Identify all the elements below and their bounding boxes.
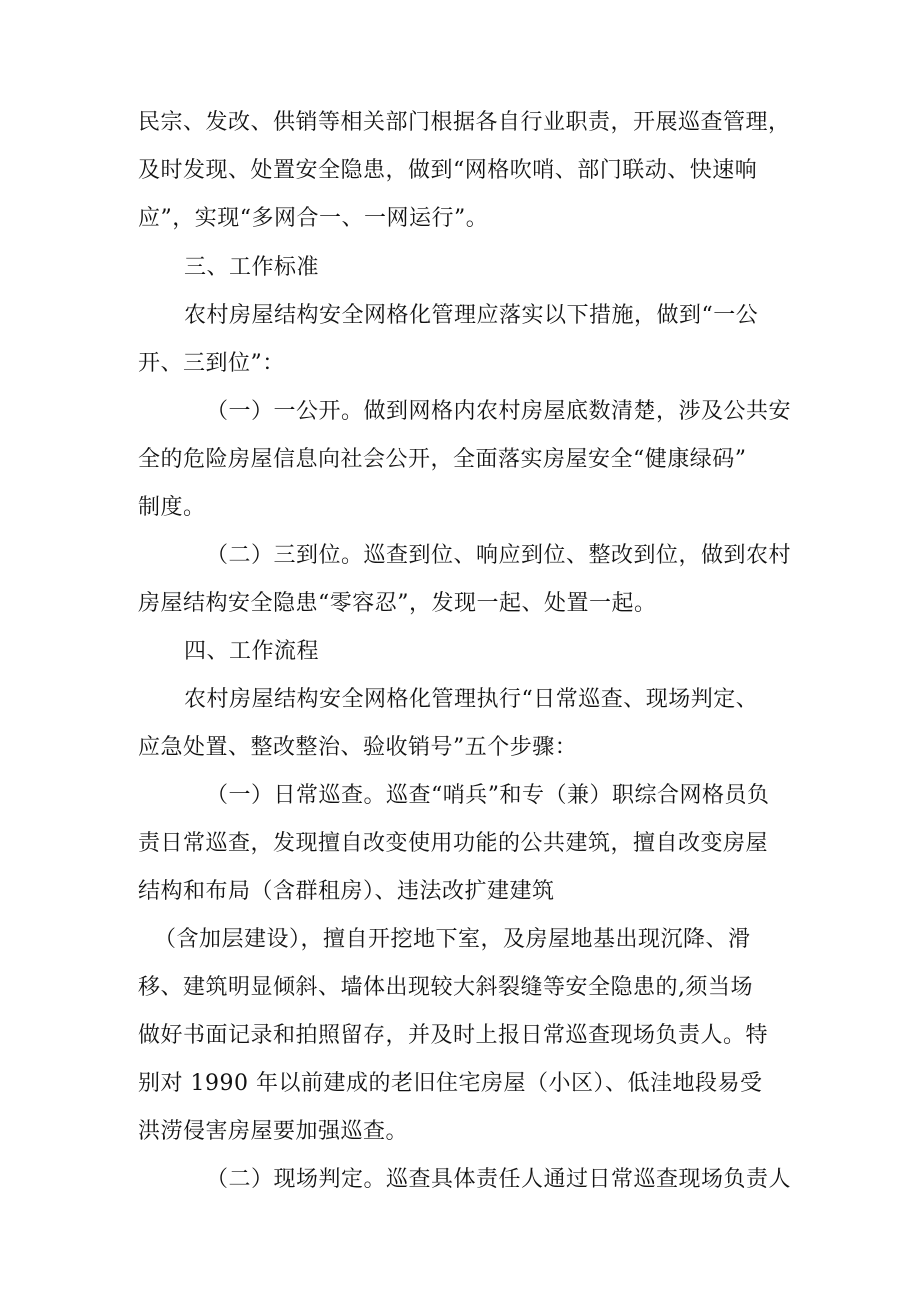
text-line: 洪涝侵害房屋要加强巡查。 bbox=[138, 1119, 409, 1144]
text-line: 及时发现、处置安全隐患，做到“网格吹哨、部门联动、快速响 bbox=[138, 158, 758, 183]
text-line: 移、建筑明显倾斜、墙体出现较大斜裂缝等安全隐患的,须当场 bbox=[138, 975, 753, 1000]
text-line: 农村房屋结构安全网格化管理执行“日常巡查、现场判定、 bbox=[184, 687, 759, 712]
text-line: 全的危险房屋信息向社会公开，全面落实房屋安全“健康绿码” bbox=[138, 447, 747, 472]
text-line: 别对 1990 年以前建成的老旧住宅房屋（小区）、低洼地段易受 bbox=[138, 1071, 763, 1096]
text-line: 制度。 bbox=[138, 495, 206, 520]
text-line: （含加层建设），擅自开挖地下室，及房屋地基出现沉降、滑 bbox=[154, 927, 751, 952]
text-line: （一）日常巡查。巡查“哨兵”和专（兼）职综合网格员负 bbox=[206, 783, 770, 808]
section-heading: 三、工作标准 bbox=[184, 255, 320, 280]
text-line: 责日常巡查，发现擅自改变使用功能的公共建筑，擅自改变房屋 bbox=[138, 831, 769, 856]
text-line: 做好书面记录和拍照留存，并及时上报日常巡查现场负责人。特 bbox=[138, 1023, 769, 1048]
section-heading: 四、工作流程 bbox=[184, 639, 320, 664]
text-line: （二）三到位。巡查到位、响应到位、整改到位，做到农村 bbox=[206, 543, 792, 568]
text-line: （一）一公开。做到网格内农村房屋底数清楚，涉及公共安 bbox=[206, 399, 792, 424]
text-line: 应”，实现“多网合一、一网运行”。 bbox=[138, 206, 489, 231]
text-line: （二）现场判定。巡查具体责任人通过日常巡查现场负责人 bbox=[206, 1167, 792, 1192]
text-line: 房屋结构安全隐患“零容忍”，发现一起、处置一起。 bbox=[138, 591, 657, 616]
text-line: 结构和布局（含群租房）、违法改扩建建筑 bbox=[138, 879, 555, 904]
text-line: 应急处置、整改整治、验收销号”五个步骤： bbox=[138, 735, 578, 760]
text-line: 民宗、发改、供销等相关部门根据各自行业职责，开展巡查管理， bbox=[138, 110, 791, 135]
text-line: 农村房屋结构安全网格化管理应落实以下措施，做到“一公 bbox=[184, 303, 759, 328]
text-line: 开、三到位”： bbox=[138, 351, 285, 376]
